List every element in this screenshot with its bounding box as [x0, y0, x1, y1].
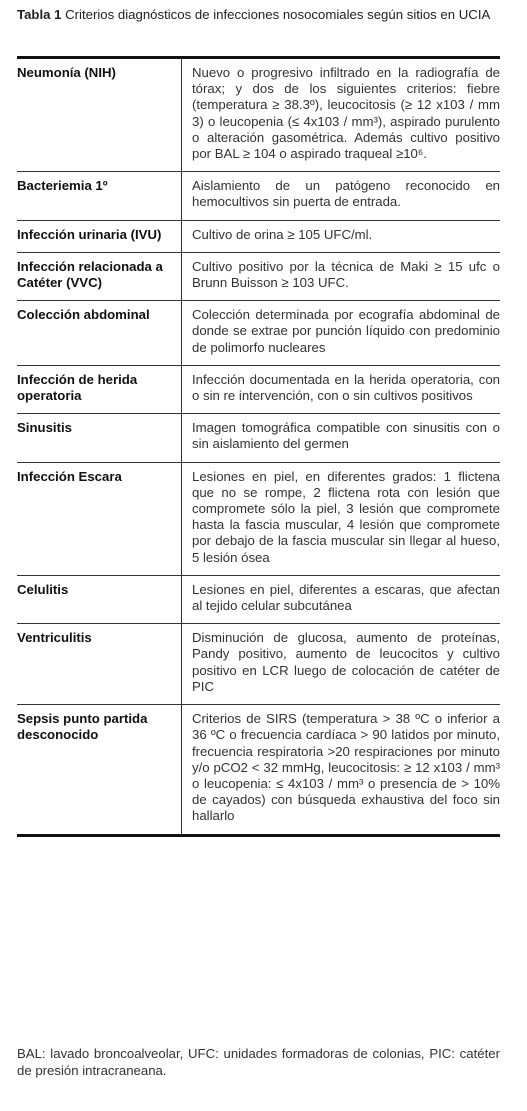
table-row [17, 252, 500, 300]
row-term: Sepsis punto partida desconocido [17, 705, 182, 834]
row-definition: Criterios de SIRS (temperatura > 38 ºC o inferior a 36 ºC o frecuencia cardíaca > 90 latidos por minuto, frecuencia respiratoria >20 respiraciones por minuto y/o pCO2 < 32 mmHg, leucocitosis: ≥ 12 x103 / mm³ o leucopenia: ≤ 4x103 / mm³ o presencia de > 10% de cayados) con búsqueda exhaustiva del foco sin hallarlo [192, 711, 500, 824]
caption-text: Criterios diagnósticos de infecciones nosocomiales según sitios en UCIA [61, 7, 491, 22]
row-term: Sinusitis [17, 414, 182, 462]
row-term: Ventriculitis [17, 624, 182, 705]
table-row [17, 59, 500, 172]
row-term: Infección Escara [17, 462, 182, 575]
criteria-table-wrapper [17, 56, 500, 837]
table-caption [17, 7, 507, 23]
row-term: Neumonía (NIH) [17, 59, 182, 172]
row-definition: Aislamiento de un patógeno reconocido en hemocultivos sin puerta de entrada. [182, 172, 501, 220]
table-row [17, 575, 500, 623]
row-term: Bacteriemia 1º [17, 172, 182, 220]
table-row [17, 365, 500, 413]
criteria-table [17, 59, 500, 834]
row-term: Infección de herida operatoria [17, 365, 182, 413]
table-row [17, 705, 500, 834]
row-definition: Cultivo de orina ≥ 105 UFC/ml. [182, 220, 501, 252]
row-term: Infección urinaria (IVU) [17, 220, 182, 252]
table-row [17, 462, 500, 575]
table-row [17, 172, 500, 220]
table-row [17, 414, 500, 462]
row-definition: Disminución de glucosa, aumento de proteínas, Pandy positivo, aumento de leucocitos y cultivo positivo en LCR luego de colocación de catéter de PIC [182, 624, 501, 705]
row-term: Colección abdominal [17, 301, 182, 366]
table-row [17, 301, 500, 366]
row-term: Celulitis [17, 575, 182, 623]
table-row [17, 624, 500, 705]
table-row [17, 220, 500, 252]
row-definition: Lesiones en piel, diferentes a escaras, que afectan al tejido celular subcutánea [182, 575, 501, 623]
row-term: Infección relacionada a Catéter (VVC) [17, 252, 182, 300]
caption-label: Tabla 1 [17, 7, 62, 22]
row-definition: Lesiones en piel, en diferentes grados: 1 flictena que no se rompe, 2 flictena rota con lesión que compromete sólo la piel, 3 lesión que compromete hasta la fascia muscular, 4 lesión que compromete por debajo de la fascia muscular sin llegar al hueso, 5 lesión ósea [182, 462, 501, 575]
row-definition: Imagen tomográfica compatible con sinusitis con o sin aislamiento del germen [182, 414, 501, 462]
row-definition: Cultivo positivo por la técnica de Maki ≥ 15 ufc o Brunn Buisson ≥ 103 UFC. [182, 252, 501, 300]
row-definition: Colección determinada por ecografía abdominal de donde se extrae por punción líquido con predominio de polimorfo nucleares [182, 301, 501, 366]
row-definition: Infección documentada en la herida operatoria, con o sin re intervención, con o sin cultivos positivos [182, 365, 501, 413]
row-definition: Nuevo o progresivo infiltrado en la radiografía de tórax; y dos de los siguientes criterios: fiebre (temperatura ≥ 38.3º), leucocitosis (≥ 12 x103 / mm 3) o leucopenia (≤ 4x103 / mm³), aspirado purulento o alteración gasométrica. Además cultivo positivo por BAL ≥ 104 o aspirado traqueal ≥10⁶. [182, 59, 501, 172]
table-footnote: BAL: lavado broncoalveolar, UFC: unidades formadoras de colonias, PIC: catéter de presión intracraneana. [17, 1046, 500, 1078]
